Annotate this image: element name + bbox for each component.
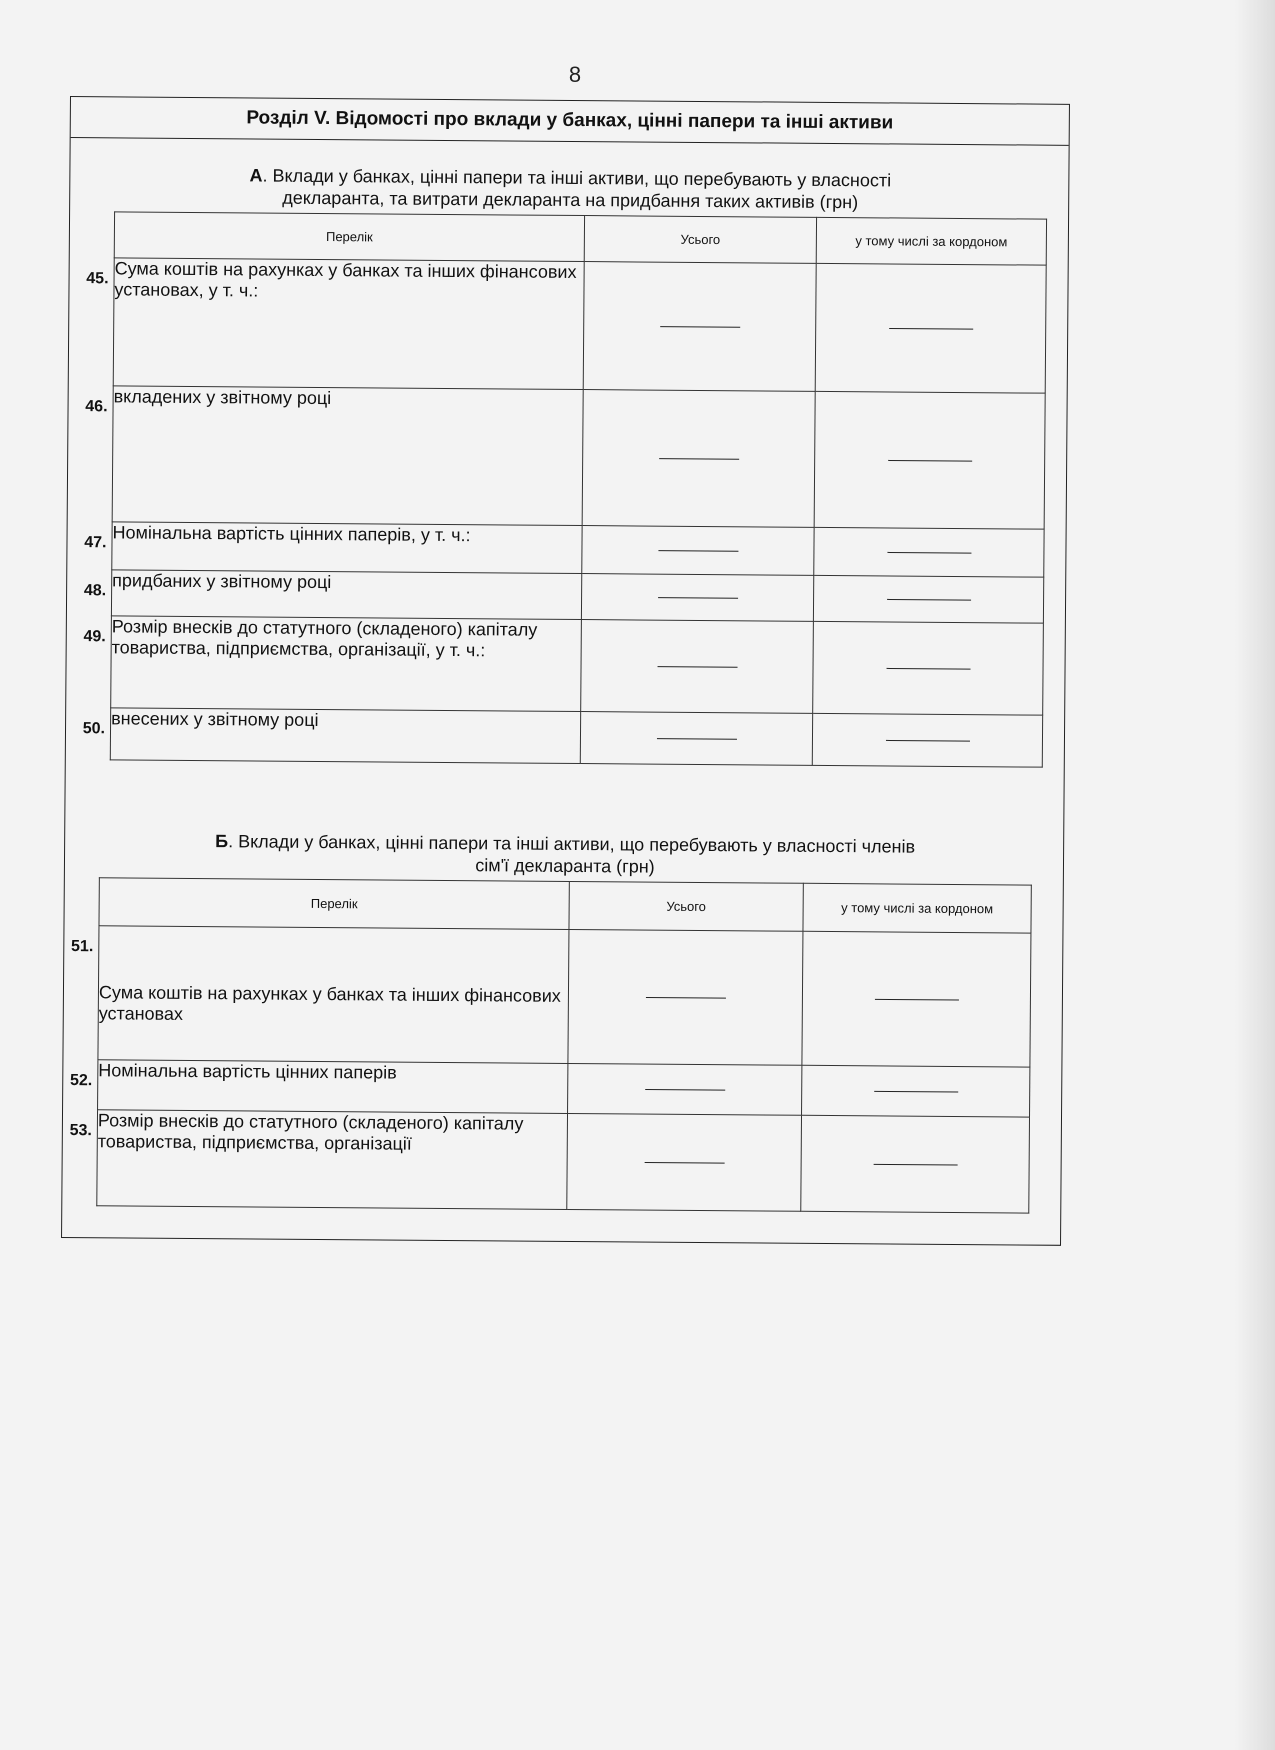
- abroad-cell: [802, 931, 1031, 1067]
- header-abroad: у тому числі за кордоном: [803, 883, 1031, 933]
- row-text: придбаних у звітному році: [112, 570, 332, 593]
- empty-dash: [645, 997, 725, 999]
- page-number: 8: [568, 62, 582, 87]
- table-row: [110, 708, 1042, 767]
- empty-dash: [888, 459, 972, 461]
- row-label: [85, 386, 583, 526]
- row-number: 47.: [84, 534, 107, 552]
- header-abroad: у тому числі за кордоном: [816, 217, 1046, 265]
- row-text: вкладених у звітному році: [113, 386, 332, 409]
- row-number: 51.: [71, 938, 94, 956]
- empty-dash: [887, 598, 971, 600]
- total-cell: [582, 526, 814, 576]
- empty-dash: [658, 550, 738, 552]
- abroad-cell: [815, 263, 1046, 393]
- row-text: Розмір внесків до статутного (складеного) капіталу товариства, підприємства, організації: [97, 1110, 524, 1154]
- empty-dash: [874, 998, 958, 1000]
- abroad-cell: [813, 621, 1044, 715]
- row-number: 46.: [85, 398, 108, 416]
- empty-dash: [644, 1162, 724, 1164]
- empty-dash: [887, 551, 971, 553]
- table-header-row: [99, 878, 1031, 933]
- row-label: [83, 570, 581, 620]
- table-header-row: [114, 212, 1046, 265]
- empty-dash: [657, 666, 737, 668]
- empty-dash: [874, 1090, 958, 1092]
- empty-dash: [656, 738, 736, 740]
- abroad-cell: [813, 575, 1043, 623]
- total-cell: [568, 929, 803, 1065]
- row-text: Номінальна вартість цінних паперів, у т. ч.:: [112, 522, 471, 546]
- row-text: Сума коштів на рахунках у банках та інших фінансових установах, у т. ч.:: [114, 258, 577, 301]
- table-row: [97, 1110, 1030, 1213]
- header-list: Перелік: [99, 878, 569, 930]
- table-row: [112, 522, 1044, 577]
- abroad-cell: [812, 713, 1042, 767]
- part-a-heading: [70, 163, 1070, 215]
- part-a-letter: А: [249, 165, 263, 186]
- table-row: [113, 258, 1046, 393]
- row-label: [83, 616, 582, 712]
- header-list: Перелік: [114, 212, 584, 262]
- abroad-cell: [802, 1065, 1030, 1117]
- table-row: [111, 570, 1043, 623]
- row-number: 48.: [83, 582, 107, 600]
- part-b-heading: [65, 829, 1065, 881]
- section-frame: [61, 96, 1070, 1246]
- part-b-letter: Б: [215, 831, 229, 852]
- header-total: Усього: [569, 881, 803, 931]
- row-number: 49.: [83, 628, 106, 646]
- total-cell: [581, 574, 813, 622]
- table-row: [98, 926, 1031, 1067]
- table-row: [112, 386, 1045, 529]
- row-label: [86, 258, 584, 390]
- row-text: Сума коштів на рахунках у банках та інших фінансових установах: [98, 982, 561, 1024]
- total-cell: [567, 1113, 802, 1211]
- total-cell: [568, 1063, 802, 1115]
- total-cell: [583, 262, 816, 392]
- header-total: Усього: [584, 216, 816, 264]
- scan-edge-shadow: [1235, 0, 1275, 1750]
- part-b-table: [69, 877, 1032, 1213]
- row-label: [84, 522, 582, 574]
- part-a-subtitle: . Вклади у банках, цінні папери та інші активи, що перебувають у власності декларанта, та витрати декларанта на придбання таких активів (грн): [262, 165, 892, 213]
- abroad-cell: [814, 527, 1044, 577]
- empty-dash: [660, 326, 740, 328]
- abroad-cell: [814, 391, 1045, 529]
- empty-dash: [645, 1089, 725, 1091]
- part-a-table: [82, 211, 1047, 767]
- total-cell: [580, 712, 812, 766]
- row-text: Номінальна вартість цінних паперів: [98, 1060, 397, 1083]
- table-row: [111, 616, 1044, 715]
- empty-dash: [885, 739, 969, 741]
- row-number: 52.: [69, 1072, 93, 1090]
- row-number: 53.: [69, 1122, 92, 1140]
- row-text: Розмір внесків до статутного (складеного) капіталу товариства, підприємства, організації, у т. ч.:: [111, 616, 538, 661]
- empty-dash: [873, 1163, 957, 1165]
- empty-dash: [658, 597, 738, 599]
- section-title: Розділ V. Відомості про вклади у банках, цінні папери та інші активи: [71, 97, 1069, 146]
- empty-dash: [659, 458, 739, 460]
- row-label: [71, 926, 569, 1064]
- row-number: 50.: [82, 720, 106, 738]
- empty-dash: [886, 667, 970, 669]
- total-cell: [581, 620, 814, 714]
- abroad-cell: [801, 1115, 1030, 1213]
- table-row: [98, 1060, 1030, 1117]
- total-cell: [582, 390, 815, 528]
- row-text: внесених у звітному році: [111, 708, 319, 730]
- row-label: [82, 708, 580, 764]
- empty-dash: [889, 327, 973, 329]
- row-number: 45.: [86, 270, 109, 288]
- row-label: [69, 1060, 568, 1114]
- row-label: [69, 1110, 568, 1210]
- part-b-subtitle: . Вклади у банках, цінні папери та інші активи, що перебувають у власності членів сім'ї декларанта (грн): [228, 831, 916, 877]
